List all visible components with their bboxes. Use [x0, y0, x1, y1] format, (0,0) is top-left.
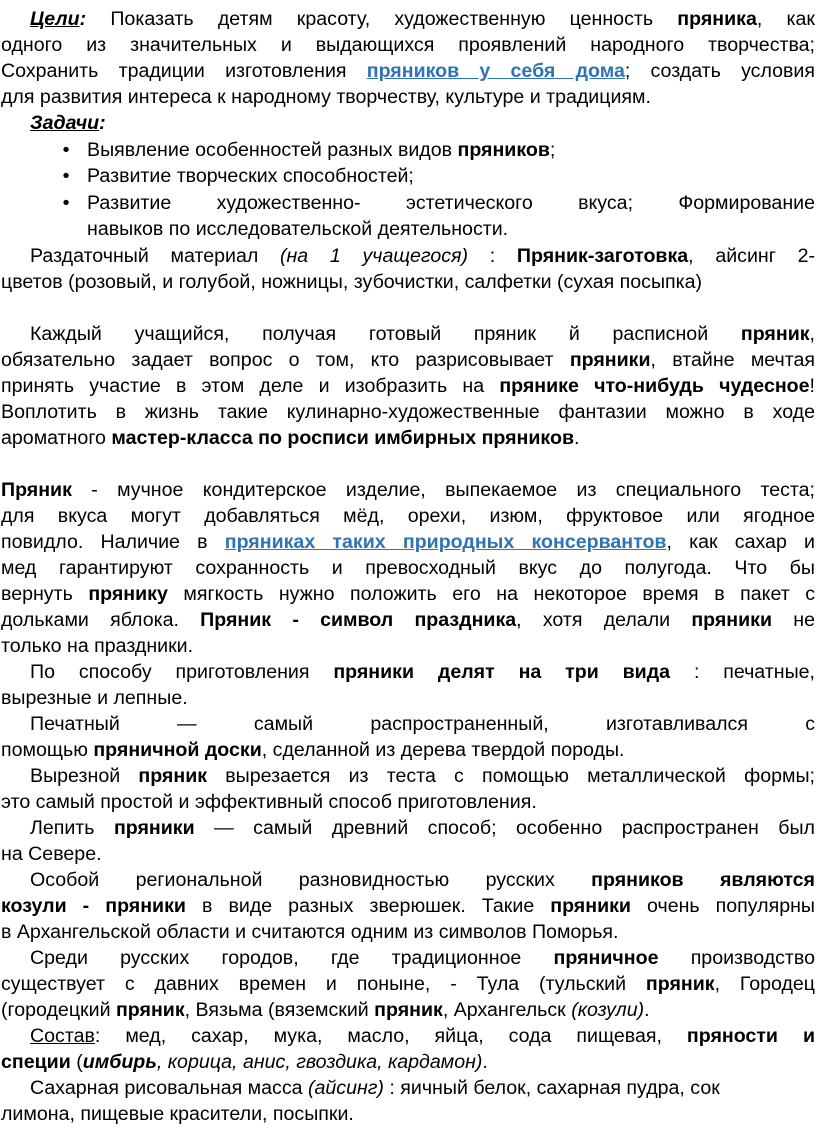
text-run: в Архангельской области и считаются одним из символов Поморья.	[1, 921, 619, 943]
text-run: пряник	[645, 973, 715, 995]
text-line	[0, 85, 816, 111]
text-line	[0, 582, 816, 608]
text-line	[0, 868, 816, 894]
text-run: одного из значительных и выдающихся проявлений народного творчества;	[1, 34, 815, 56]
text-run: только на праздники.	[1, 635, 194, 657]
text-run: .	[574, 427, 580, 449]
text-line	[0, 478, 816, 504]
text-line	[0, 164, 816, 190]
text-line	[0, 972, 816, 998]
line-content	[1, 582, 815, 608]
text-run: пряники	[691, 609, 773, 631]
text-run: :	[79, 8, 87, 30]
text-line	[0, 400, 816, 426]
text-run: Каждый учащийся, получая готовый пряник й расписной	[30, 323, 741, 345]
text-run: пряники делят на три вида	[333, 661, 671, 683]
bullet-icon: •	[62, 192, 70, 214]
text-run: мастер-класса по росписи имбирных пряников	[111, 427, 574, 449]
text-line	[0, 1050, 816, 1076]
text-line	[0, 946, 816, 972]
hyperlink[interactable]: пряниках таких природных консервантов	[224, 531, 667, 553]
text-line	[0, 374, 816, 400]
text-run: производство	[658, 947, 815, 969]
text-run: (городецкий	[1, 999, 116, 1021]
line-content	[87, 217, 508, 243]
bullet-icon: •	[62, 139, 70, 161]
text-line	[0, 244, 816, 270]
text-run: пряник	[138, 765, 208, 787]
line-content	[30, 816, 815, 842]
line-content	[1, 790, 537, 816]
text-run: ,	[809, 323, 815, 345]
line-content	[1, 530, 815, 556]
line-content	[30, 1076, 720, 1102]
text-line	[0, 608, 816, 634]
line-content	[1, 686, 188, 712]
text-line	[0, 138, 816, 164]
text-run: Пряник	[1, 479, 72, 501]
text-run: По способу приготовления	[30, 661, 334, 683]
text-run: козули - пряники	[1, 895, 186, 917]
line-content	[1, 998, 650, 1024]
line-content	[87, 138, 555, 164]
text-run: - мучное кондитерское изделие, выпекаемое из специального теста;	[71, 479, 815, 501]
text-run: принять участие в этом деле и изобразить на	[1, 375, 500, 397]
line-content	[1, 738, 625, 764]
text-run: Вырезной	[30, 765, 139, 787]
text-run: вернуть	[1, 583, 89, 605]
text-line	[0, 111, 816, 137]
text-run: Лепить	[30, 817, 114, 839]
text-run: пряности и	[686, 1025, 815, 1047]
text-run: Сахарная рисовальная масса	[30, 1077, 308, 1099]
line-content	[30, 660, 815, 686]
line-content	[30, 868, 815, 894]
line-content	[87, 164, 414, 190]
text-run: пряники	[113, 817, 195, 839]
text-run: ароматного	[1, 427, 112, 449]
text-run: Среди русских городов, где традиционное	[30, 947, 554, 969]
text-line	[0, 686, 816, 712]
text-line	[0, 1076, 816, 1102]
text-run: , корица, анис, гвоздика, кардамон)	[156, 1051, 483, 1073]
line-content	[1, 504, 815, 530]
text-run: : мед, сахар, мука, масло, яйца, сода пищевая,	[94, 1025, 687, 1047]
text-line	[0, 530, 816, 556]
text-line	[0, 790, 816, 816]
text-line	[0, 1024, 816, 1050]
text-run: Печатный — самый распространенный, изготавливался с	[30, 713, 815, 735]
text-run: : яичный белок, сахарная пудра, сок	[383, 1077, 720, 1099]
text-run: (козули)	[571, 999, 645, 1021]
text-run: , хотя делали	[516, 609, 692, 631]
text-run: , как	[756, 8, 815, 30]
text-line	[0, 660, 816, 686]
text-run: , как сахар и	[666, 531, 815, 553]
text-run: , Городец	[714, 973, 816, 995]
text-run: Пряник-заготовка	[516, 245, 689, 267]
line-content	[1, 556, 815, 582]
line-content	[1, 1102, 354, 1128]
line-content	[30, 764, 815, 790]
text-run: вырезается из теста с помощью металлической формы;	[207, 765, 815, 787]
text-run: пряник	[115, 999, 185, 1021]
text-run: (на 1 учащегося)	[280, 245, 469, 267]
line-content	[1, 400, 815, 426]
text-run: пряники	[569, 349, 651, 371]
text-run: Выявление особенностей разных видов	[87, 139, 458, 161]
text-run: обязательно задает вопрос о том, кто разрисовывает	[1, 349, 570, 371]
text-run: для вкуса могут добавляться мёд, орехи, изюм, фруктовое или ягодное	[1, 505, 815, 527]
text-line	[0, 816, 816, 842]
text-line	[0, 504, 816, 530]
text-run: лимона, пищевые красители, посыпки.	[1, 1103, 354, 1125]
text-run: , втайне мечтая	[650, 349, 816, 371]
line-content	[1, 426, 579, 452]
text-run: пряник	[374, 999, 443, 1021]
text-run: :	[468, 245, 517, 267]
text-run: мягкость нужно положить его на некоторое время в пакет с	[167, 583, 815, 605]
line-content	[30, 946, 815, 972]
text-run: это самый простой и эффективный способ приготовления.	[1, 791, 537, 813]
line-content	[1, 894, 815, 920]
text-line	[0, 920, 816, 946]
text-run: , Вязьма (вяземский	[184, 999, 375, 1021]
text-line	[0, 191, 816, 217]
text-run: Состав	[30, 1025, 95, 1047]
hyperlink[interactable]: пряников у себя дома	[366, 60, 625, 82]
text-run: Показать детям красоту, художественную ценность	[86, 8, 678, 30]
text-run: ; создать условия	[624, 60, 815, 82]
text-run: не	[772, 609, 815, 631]
text-run: пряников являются	[591, 869, 815, 891]
text-line	[0, 426, 816, 452]
text-run: Сохранить традиции изготовления	[1, 60, 367, 82]
line-content	[1, 972, 815, 998]
line-content	[1, 270, 702, 296]
text-run: — самый древний способ; особенно распространен был	[194, 817, 815, 839]
text-run: для развития интереса к народному творчеству, культуре и традициям.	[1, 86, 651, 108]
text-run: вырезные и лепные.	[1, 687, 188, 709]
text-run: , сделанной из дерева твердой породы.	[261, 739, 625, 761]
text-run: Пряник - символ праздника	[200, 609, 517, 631]
text-line	[0, 270, 816, 296]
text-run: повидло. Наличие в	[1, 531, 225, 553]
text-run: навыков по исследовательской деятельности.	[87, 218, 509, 240]
text-line	[0, 634, 816, 660]
text-run: пряничное	[553, 947, 659, 969]
text-run: пряников	[457, 139, 550, 161]
text-run: .	[482, 1051, 488, 1073]
text-run: ;	[549, 139, 556, 161]
text-run: , айсинг 2-	[688, 245, 815, 267]
text-line	[0, 7, 816, 33]
text-line	[0, 1102, 816, 1128]
line-content	[1, 59, 815, 85]
text-run: .	[644, 999, 650, 1021]
text-run: Особой региональной разновидностью русских	[30, 869, 592, 891]
text-line	[0, 217, 816, 243]
text-run: (	[70, 1051, 83, 1073]
text-run: дольками яблока.	[1, 609, 201, 631]
text-line	[0, 348, 816, 374]
text-run: !	[809, 375, 815, 397]
line-content	[30, 7, 815, 33]
text-run: помощью	[1, 739, 94, 761]
line-content	[1, 33, 815, 59]
text-line	[0, 556, 816, 582]
line-content	[30, 244, 815, 270]
text-run: : печатные,	[670, 661, 815, 683]
text-run: , Архангельск	[442, 999, 572, 1021]
text-line	[0, 764, 816, 790]
text-run: пряник	[740, 323, 810, 345]
text-line	[0, 33, 816, 59]
line-content	[1, 920, 618, 946]
text-line	[0, 738, 816, 764]
text-run: Развитие художественно- эстетического вкуса; Формирование	[87, 192, 815, 214]
line-content	[1, 608, 815, 634]
text-run: цветов (розовый, и голубой, ножницы, зубочистки, салфетки (сухая посыпка)	[1, 271, 703, 293]
text-run: специи	[1, 1051, 71, 1073]
text-run: мед гарантируют сохранность и превосходный вкус до полугода. Что бы	[1, 557, 815, 579]
line-content	[1, 348, 815, 374]
bullet-icon: •	[62, 165, 70, 187]
line-content	[1, 478, 815, 504]
line-content	[87, 191, 815, 217]
line-content	[1, 634, 193, 660]
text-line	[0, 59, 816, 85]
text-run: Развитие творческих способностей;	[87, 165, 414, 187]
text-run: Воплотить в жизнь такие кулинарно-художественные фантазии можно в ходе	[1, 401, 815, 423]
text-run: очень популярны	[630, 895, 815, 917]
text-run: Задачи	[30, 112, 100, 134]
text-run: Цели	[30, 8, 80, 30]
text-run: (айсинг)	[307, 1077, 384, 1099]
line-content	[30, 1024, 815, 1050]
text-line	[0, 842, 816, 868]
text-run: :	[99, 112, 106, 134]
text-run: в виде разных зверюшек. Такие	[185, 895, 551, 917]
text-run: Раздаточный материал	[30, 245, 280, 267]
line-content	[30, 322, 815, 348]
line-content	[1, 85, 651, 111]
text-run: пряника	[677, 8, 757, 30]
text-line	[0, 712, 816, 738]
text-line	[0, 322, 816, 348]
text-run: пряничной доски	[93, 739, 262, 761]
text-line	[0, 894, 816, 920]
text-run: прянику	[88, 583, 168, 605]
line-content	[30, 712, 815, 738]
text-run: существует с давних времен и поныне, - Тула (тульский	[1, 973, 646, 995]
line-content	[1, 842, 102, 868]
text-run: прянике что-нибудь чудесное	[499, 375, 810, 397]
text-run: пряники	[550, 895, 631, 917]
text-line	[0, 998, 816, 1024]
line-content	[30, 111, 106, 137]
line-content	[1, 374, 815, 400]
line-content	[1, 1050, 488, 1076]
text-run: на Севере.	[1, 843, 102, 865]
text-run: имбирь	[82, 1051, 157, 1073]
